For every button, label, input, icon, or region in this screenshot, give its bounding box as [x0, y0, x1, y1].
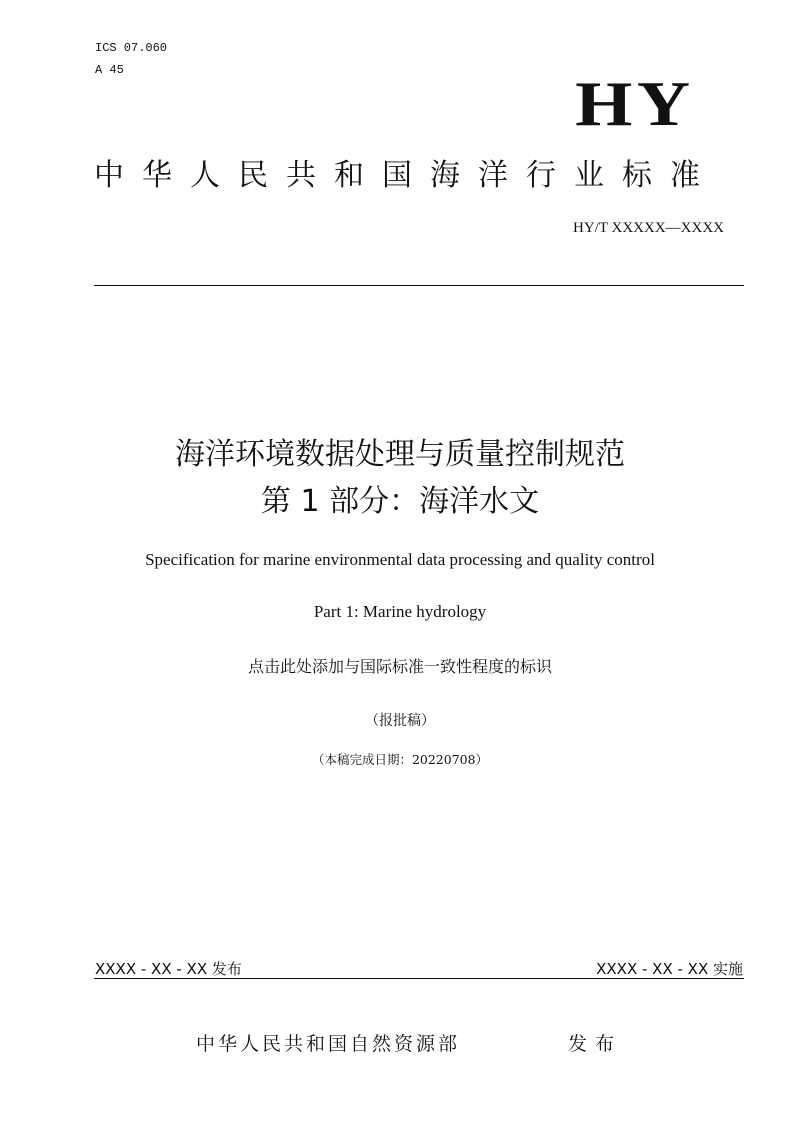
ics-code: ICS 07.060 — [95, 41, 168, 55]
draft-type-label: （报批稿） — [365, 713, 435, 729]
standard-number: HY/T XXXXX—XXXX — [573, 220, 724, 236]
issue-label: 发布 — [568, 1033, 623, 1055]
standard-category-title: 中华人民共和国海洋行业标准 — [94, 158, 718, 193]
footer-divider — [94, 978, 744, 979]
issuing-authority: 中华人民共和国自然资源部 — [196, 1033, 461, 1055]
consistency-placeholder[interactable]: 点击此处添加与国际标准一致性程度的标识 — [247, 657, 552, 676]
hy-logo: HY — [575, 68, 695, 139]
document-part-title-en: Part 1: Marine hydrology — [313, 602, 487, 621]
draft-completion-date: （本稿完成日期：20220708） — [311, 752, 489, 767]
document-title-cn: 海洋环境数据处理与质量控制规范 — [175, 437, 625, 472]
header-divider — [94, 285, 744, 286]
implement-date: XXXX - XX - XX 实施 — [596, 960, 743, 978]
document-title-en: Specification for marine environmental data processing and quality control — [145, 550, 655, 569]
document-part-title-cn: 第 1 部分：海洋水文 — [260, 484, 540, 519]
classification-code: A 45 — [95, 63, 124, 77]
publish-date: XXXX - XX - XX 发布 — [95, 960, 242, 978]
